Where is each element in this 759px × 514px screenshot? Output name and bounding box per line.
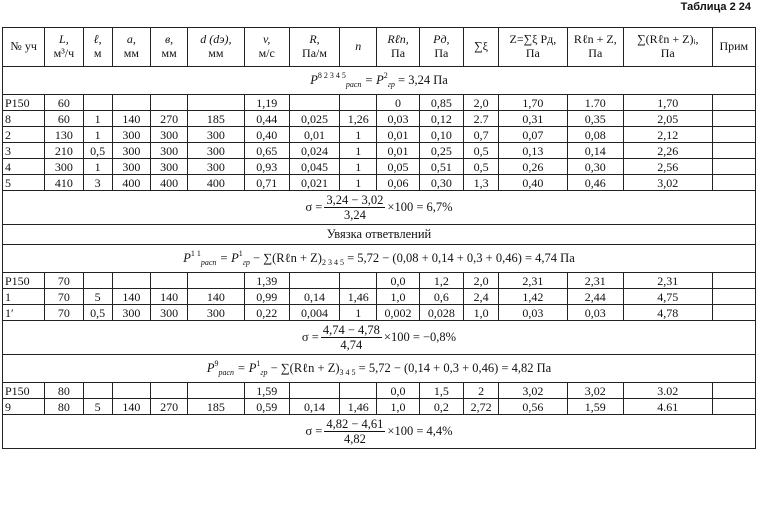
- formula-symbol: P: [310, 73, 318, 87]
- table-cell: 0: [377, 95, 419, 111]
- table-row: [3, 273, 756, 289]
- table-cell: 2.7: [463, 111, 498, 127]
- column-header: [188, 28, 244, 67]
- table-cell: 0,5: [463, 143, 498, 159]
- table-cell: 1,19: [244, 95, 289, 111]
- table-cell: 5: [3, 175, 45, 191]
- sigma-row-cell: [3, 191, 756, 225]
- column-header-unit: м³/ч: [53, 46, 75, 60]
- column-header-unit: Па: [588, 46, 603, 60]
- formula-text: − ∑(Rℓn + Z): [267, 361, 340, 375]
- column-header: [419, 28, 463, 67]
- table-cell: 0,6: [419, 289, 463, 305]
- table-cell: 0,5: [83, 143, 112, 159]
- table-cell: 1: [340, 127, 377, 143]
- column-header: [112, 28, 150, 67]
- table-cell: 300: [150, 305, 187, 321]
- table-cell: [112, 273, 150, 289]
- section-title-row: [3, 225, 756, 245]
- table-cell: 1,42: [499, 289, 567, 305]
- table-cell: [340, 383, 377, 399]
- table-cell: 70: [45, 305, 83, 321]
- formula-symbol: P: [206, 361, 215, 375]
- column-header-label: № уч: [10, 39, 37, 54]
- table-row: [3, 175, 756, 191]
- column-header: [499, 28, 567, 67]
- column-header-unit: м: [93, 46, 102, 60]
- table-cell: 1,70: [623, 95, 712, 111]
- table-cell: 60: [45, 111, 83, 127]
- table-cell: 0,30: [567, 159, 623, 175]
- table-cell: 3: [83, 175, 112, 191]
- table-cell: 1: [340, 143, 377, 159]
- table-cell: 0,028: [419, 305, 463, 321]
- column-header-label: d (dэ),: [200, 32, 232, 47]
- table-cell: Р150: [3, 95, 45, 111]
- table-cell: [188, 383, 244, 399]
- table-cell: 0,0: [377, 383, 419, 399]
- formula-text: − ∑(Rℓn + Z): [249, 251, 322, 265]
- formula-sup: 1 1: [190, 249, 201, 258]
- table-cell: 2,56: [623, 159, 712, 175]
- column-header-label: Rℓn,: [387, 32, 409, 47]
- sigma-denominator: 3,24: [343, 208, 366, 222]
- table-cell: 1: [3, 289, 45, 305]
- table-cell: 0,71: [244, 175, 289, 191]
- table-cell: 1,3: [463, 175, 498, 191]
- table-cell: [112, 95, 150, 111]
- table-row: [3, 399, 756, 415]
- table-cell: 0,05: [377, 159, 419, 175]
- sigma-label: σ =: [301, 329, 319, 344]
- table-cell: [712, 95, 755, 111]
- formula-row: [3, 67, 756, 95]
- table-cell: 2,44: [567, 289, 623, 305]
- table-cell: 4.61: [623, 399, 712, 415]
- table-cell: 2,72: [463, 399, 498, 415]
- table-cell: 1′: [3, 305, 45, 321]
- table-cell: 2,0: [463, 273, 498, 289]
- table-cell: 0,85: [419, 95, 463, 111]
- table-cell: 300: [188, 305, 244, 321]
- column-header-unit: мм: [123, 46, 139, 60]
- table-cell: 1,0: [463, 305, 498, 321]
- table-cell: 0,31: [499, 111, 567, 127]
- column-header-label: ∑(Rℓn + Z)ᵢ,: [637, 32, 699, 47]
- table-cell: 80: [45, 383, 83, 399]
- sigma-row: [3, 191, 756, 225]
- table-cell: 2: [463, 383, 498, 399]
- table-cell: 70: [45, 273, 83, 289]
- table-cell: 300: [188, 127, 244, 143]
- table-row: [3, 143, 756, 159]
- table-cell: 0,13: [499, 143, 567, 159]
- column-header: [289, 28, 339, 67]
- table-cell: 185: [188, 399, 244, 415]
- table-cell: [712, 175, 755, 191]
- table-cell: 0,002: [377, 305, 419, 321]
- table-cell: 0,93: [244, 159, 289, 175]
- formula-sub: расп: [200, 258, 217, 267]
- table-cell: 300: [150, 127, 187, 143]
- formula-text: = P: [216, 251, 239, 265]
- table-cell: 0,46: [567, 175, 623, 191]
- column-header-unit: Па: [525, 46, 540, 60]
- table-cell: 130: [45, 127, 83, 143]
- formula-row: [3, 245, 756, 273]
- formula-symbol: P: [183, 251, 191, 265]
- table-cell: 0,01: [289, 127, 339, 143]
- table-cell: [712, 159, 755, 175]
- table-cell: 70: [45, 289, 83, 305]
- table-cell: [712, 111, 755, 127]
- table-cell: 5: [83, 289, 112, 305]
- column-header-label: v,: [262, 32, 271, 47]
- table-cell: 140: [112, 399, 150, 415]
- column-header: [244, 28, 289, 67]
- table-cell: 140: [112, 289, 150, 305]
- table-cell: 0,26: [499, 159, 567, 175]
- table-cell: 8: [3, 111, 45, 127]
- table-cell: 1,59: [244, 383, 289, 399]
- table-cell: 0,40: [499, 175, 567, 191]
- column-header-label: Pд,: [433, 32, 450, 47]
- sigma-result: ×100 = 6,7%: [387, 199, 453, 214]
- table-cell: 300: [188, 159, 244, 175]
- formula-sup: 1: [238, 249, 243, 258]
- table-cell: 2,31: [567, 273, 623, 289]
- column-header-label: n: [355, 39, 362, 54]
- table-cell: 1,0: [377, 289, 419, 305]
- column-header-label: ∑ξ: [474, 39, 489, 54]
- table-cell: [712, 143, 755, 159]
- table-cell: 1,0: [377, 399, 419, 415]
- table-cell: [150, 383, 187, 399]
- table-cell: 0,14: [289, 399, 339, 415]
- table-cell: 0,06: [377, 175, 419, 191]
- column-header-unit: Па: [391, 46, 406, 60]
- table-cell: 0,07: [499, 127, 567, 143]
- column-header-unit: мм: [161, 46, 177, 60]
- table-cell: 0,08: [567, 127, 623, 143]
- table-cell: 0,56: [499, 399, 567, 415]
- table-cell: 300: [188, 143, 244, 159]
- column-header: [45, 28, 83, 67]
- table-cell: 0,004: [289, 305, 339, 321]
- formula-text: = P: [234, 361, 257, 375]
- column-header-unit: м/с: [258, 46, 275, 60]
- sigma-denominator: 4,82: [343, 432, 366, 446]
- column-header-label: Rℓn + Z,: [573, 32, 617, 47]
- table-cell: [340, 95, 377, 111]
- table-cell: 0,021: [289, 175, 339, 191]
- table-cell: 1: [340, 305, 377, 321]
- table-cell: 4,75: [623, 289, 712, 305]
- formula-text: = 5,72 − (0,14 + 0,3 + 0,46) = 4,82 Па: [355, 361, 552, 375]
- table-cell: 5: [83, 399, 112, 415]
- table-cell: 300: [112, 159, 150, 175]
- table-cell: 0,5: [463, 159, 498, 175]
- header-row: [3, 28, 756, 67]
- table-cell: [289, 383, 339, 399]
- table-cell: 140: [150, 289, 187, 305]
- table-cell: 1: [340, 175, 377, 191]
- table-cell: 140: [112, 111, 150, 127]
- table-cell: [340, 273, 377, 289]
- section-title: Увязка ответвлений: [326, 227, 432, 242]
- table-cell: 300: [112, 143, 150, 159]
- formula-sub: 3 4 5: [339, 368, 356, 377]
- column-header: [83, 28, 112, 67]
- table-cell: 9: [3, 399, 45, 415]
- formula-text: = P: [361, 73, 384, 87]
- table-cell: 400: [150, 175, 187, 191]
- column-header-unit: Па: [434, 46, 449, 60]
- formula-sup: 9: [214, 359, 219, 368]
- table-cell: [188, 273, 244, 289]
- table-cell: [112, 383, 150, 399]
- formula-sub: гр: [387, 80, 395, 89]
- table-cell: 1,26: [340, 111, 377, 127]
- column-header: [340, 28, 377, 67]
- table-cell: 300: [150, 143, 187, 159]
- table-cell: 3,02: [623, 175, 712, 191]
- table-cell: 270: [150, 399, 187, 415]
- table-cell: [289, 95, 339, 111]
- table-row: [3, 289, 756, 305]
- table-cell: 3,02: [499, 383, 567, 399]
- table-cell: 3.02: [623, 383, 712, 399]
- table-cell: 400: [112, 175, 150, 191]
- table-cell: 300: [45, 159, 83, 175]
- column-header-label: ℓ,: [93, 32, 102, 47]
- column-header: [3, 28, 45, 67]
- table-cell: 4,78: [623, 305, 712, 321]
- table-cell: 80: [45, 399, 83, 415]
- formula-row-cell: [3, 67, 756, 95]
- table-cell: 2,31: [623, 273, 712, 289]
- formula-row-cell: [3, 245, 756, 273]
- column-header: [377, 28, 419, 67]
- sigma-numerator: 4,82 − 4,61: [326, 416, 384, 431]
- table-cell: 0,2: [419, 399, 463, 415]
- table-cell: 1,70: [499, 95, 567, 111]
- table-cell: Р150: [3, 383, 45, 399]
- table-cell: 0,025: [289, 111, 339, 127]
- table-cell: 0,14: [567, 143, 623, 159]
- table-cell: 0,0: [377, 273, 419, 289]
- table-cell: 2,31: [499, 273, 567, 289]
- table-cell: [150, 273, 187, 289]
- table-cell: 0,5: [83, 305, 112, 321]
- sigma-denominator: 4,74: [340, 338, 363, 352]
- table-cell: 300: [112, 305, 150, 321]
- table-cell: 185: [188, 111, 244, 127]
- table-cell: 0,22: [244, 305, 289, 321]
- column-header-label: R,: [309, 32, 320, 47]
- sigma-result: ×100 = −0,8%: [383, 329, 457, 344]
- table-cell: 3: [3, 143, 45, 159]
- sigma-label: σ =: [305, 199, 323, 214]
- table-cell: 300: [112, 127, 150, 143]
- table-cell: [150, 95, 187, 111]
- table-cell: 2,0: [463, 95, 498, 111]
- sigma-result: ×100 = 4,4%: [387, 423, 453, 438]
- table-cell: 2: [3, 127, 45, 143]
- table-cell: 1,2: [419, 273, 463, 289]
- sigma-label: σ =: [305, 423, 323, 438]
- table-cell: 400: [188, 175, 244, 191]
- calculation-table: [2, 27, 756, 449]
- column-header-label: a,: [126, 32, 136, 47]
- sigma-numerator: 4,74 − 4,78: [322, 322, 380, 337]
- column-header-label: L,: [59, 32, 69, 47]
- section-title-row-cell: [3, 225, 756, 245]
- table-cell: 410: [45, 175, 83, 191]
- table-cell: 0,14: [289, 289, 339, 305]
- column-header-label: Прим: [719, 39, 749, 54]
- table-cell: 0,30: [419, 175, 463, 191]
- table-cell: [83, 383, 112, 399]
- table-cell: 270: [150, 111, 187, 127]
- table-row: [3, 95, 756, 111]
- table-cell: 1,59: [567, 399, 623, 415]
- sigma-row: [3, 415, 756, 449]
- table-cell: 0,40: [244, 127, 289, 143]
- sigma-numerator: 3,24 − 3,02: [326, 192, 384, 207]
- table-cell: 0,12: [419, 111, 463, 127]
- table-cell: 1: [83, 159, 112, 175]
- table-cell: 3,02: [567, 383, 623, 399]
- table-cell: 2,4: [463, 289, 498, 305]
- table-row: [3, 305, 756, 321]
- table-cell: [712, 305, 755, 321]
- table-cell: 2,12: [623, 127, 712, 143]
- table-cell: 2,26: [623, 143, 712, 159]
- sigma-row: [3, 321, 756, 355]
- table-cell: 0,01: [377, 127, 419, 143]
- table-cell: 300: [150, 159, 187, 175]
- table-row: [3, 159, 756, 175]
- table-cell: 0,25: [419, 143, 463, 159]
- formula-sub: гр: [242, 258, 250, 267]
- formula-sub: гр: [260, 368, 268, 377]
- sigma-row-cell: [3, 415, 756, 449]
- column-header-label: Z=∑ξ Pд,: [509, 32, 557, 47]
- column-header: [463, 28, 498, 67]
- table-cell: 1: [83, 127, 112, 143]
- table-cell: [289, 273, 339, 289]
- table-row: [3, 383, 756, 399]
- formula-sup: 1: [256, 359, 261, 368]
- table-cell: 0,7: [463, 127, 498, 143]
- table-cell: 0,10: [419, 127, 463, 143]
- formula-text: = 5,72 − (0,08 + 0,14 + 0,3 + 0,46) = 4,74 Па: [343, 251, 575, 265]
- sigma-fraction: [321, 324, 382, 352]
- table-cell: 1: [83, 111, 112, 127]
- table-cell: 1,39: [244, 273, 289, 289]
- table-cell: 4: [3, 159, 45, 175]
- table-caption: Таблица 2 24: [680, 1, 751, 13]
- table-cell: Р150: [3, 273, 45, 289]
- table-cell: 0,44: [244, 111, 289, 127]
- column-header: [150, 28, 187, 67]
- table-row: [3, 111, 756, 127]
- table-cell: [83, 95, 112, 111]
- table-cell: 0,99: [244, 289, 289, 305]
- column-header-label: в,: [164, 32, 174, 47]
- table-cell: 1,5: [419, 383, 463, 399]
- table-cell: 0,51: [419, 159, 463, 175]
- table-cell: 1: [340, 159, 377, 175]
- sigma-row-cell: [3, 321, 756, 355]
- formula-row-cell: [3, 355, 756, 383]
- table-cell: 1,46: [340, 399, 377, 415]
- table-cell: 1.70: [567, 95, 623, 111]
- table-cell: 0,35: [567, 111, 623, 127]
- table-cell: 0,03: [499, 305, 567, 321]
- formula-row: [3, 355, 756, 383]
- formula-text: = 3,24 Па: [394, 73, 448, 87]
- formula-sub: 2 3 4 5: [321, 258, 344, 267]
- table-cell: 0,03: [567, 305, 623, 321]
- formula-sup: 2: [383, 71, 388, 80]
- table-cell: 60: [45, 95, 83, 111]
- formula-sub: расп: [345, 80, 362, 89]
- column-header: [623, 28, 712, 67]
- table-cell: 2,05: [623, 111, 712, 127]
- table-cell: 0,045: [289, 159, 339, 175]
- table-cell: [712, 289, 755, 305]
- table-row: [3, 127, 756, 143]
- column-header: [712, 28, 755, 67]
- table-cell: 0,59: [244, 399, 289, 415]
- formula-sub: расп: [218, 368, 235, 377]
- table-cell: [83, 273, 112, 289]
- table-cell: 1,46: [340, 289, 377, 305]
- table-cell: [712, 273, 755, 289]
- table-cell: 0,01: [377, 143, 419, 159]
- column-header-unit: мм: [208, 46, 224, 60]
- table-cell: [712, 383, 755, 399]
- table-cell: 210: [45, 143, 83, 159]
- table-cell: [188, 95, 244, 111]
- sigma-fraction: [324, 194, 385, 222]
- column-header-unit: Па/м: [302, 46, 327, 60]
- column-header: [567, 28, 623, 67]
- table-cell: 140: [188, 289, 244, 305]
- table-cell: [712, 399, 755, 415]
- column-header-unit: Па: [660, 46, 675, 60]
- formula-sup: 8 2 3 4 5: [317, 71, 346, 80]
- sigma-fraction: [324, 418, 385, 446]
- table-cell: 0,024: [289, 143, 339, 159]
- table-cell: [712, 127, 755, 143]
- table-cell: 0,03: [377, 111, 419, 127]
- table-cell: 0,65: [244, 143, 289, 159]
